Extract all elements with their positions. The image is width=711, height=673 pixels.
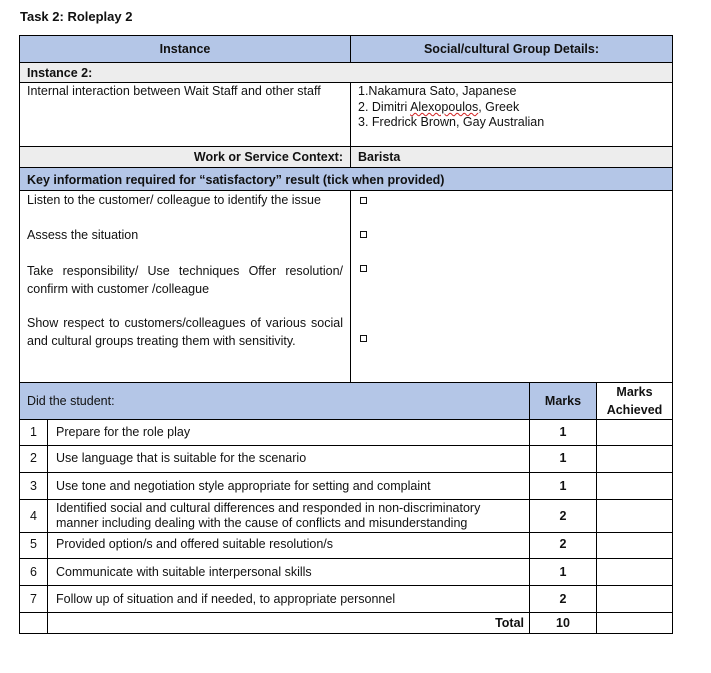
checkbox-2[interactable]: [360, 231, 367, 238]
checkbox-4[interactable]: [360, 335, 367, 342]
row-6-num: 6: [30, 565, 37, 579]
group-2-surname: Alexopoulos: [410, 100, 479, 114]
checkbox-1[interactable]: [360, 197, 367, 204]
did-student-header: Did the student:: [27, 394, 115, 408]
row-4-text-line-1: Identified social and cultural differences and responded in non-discriminatory: [56, 501, 481, 515]
row-1-num: 1: [30, 425, 37, 439]
total-achieved[interactable]: [597, 613, 672, 633]
total-value: 10: [556, 616, 570, 630]
row-7-marks: 2: [559, 592, 567, 606]
row-7-num: 7: [30, 592, 37, 606]
row-5-marks: 2: [559, 537, 567, 551]
row-5-achieved[interactable]: [597, 533, 672, 558]
instance-description: Internal interaction between Wait Staff and other staff: [27, 84, 321, 98]
row-3-num: 3: [30, 479, 37, 493]
group-3: 3. Fredrick Brown, Gay Australian: [358, 115, 545, 129]
group-2: [358, 100, 519, 115]
row-6-achieved[interactable]: [597, 559, 672, 585]
row-7-text: Follow up of situation and if needed, to appropriate personnel: [56, 592, 396, 606]
row-4-num: 4: [30, 509, 37, 523]
row-5-text: Provided option/s and offered suitable resolution/s: [56, 537, 334, 551]
row-1-text: Prepare for the role play: [56, 425, 191, 439]
row-6-marks: 1: [559, 565, 567, 579]
instance-label: Instance 2:: [27, 66, 93, 80]
row-5-num: 5: [30, 537, 37, 551]
row-3-text: Use tone and negotiation style appropriate for setting and complaint: [56, 479, 431, 493]
row-1-marks: 1: [559, 425, 567, 439]
criterion-3: Take responsibility/ Use techniques Offer resolution/ confirm with customer /colleague: [27, 264, 343, 296]
checkbox-3[interactable]: [360, 265, 367, 272]
row-1-achieved[interactable]: [597, 420, 672, 445]
row-6-text: Communicate with suitable interpersonal skills: [56, 565, 312, 579]
marks-achieved-header-2: Achieved: [606, 403, 663, 417]
row-4-marks: 2: [559, 509, 567, 523]
criterion-2: Assess the situation: [27, 228, 139, 242]
row-3-achieved[interactable]: [597, 473, 672, 499]
row-4-achieved[interactable]: [597, 500, 672, 532]
row-2-text: Use language that is suitable for the scenario: [56, 451, 307, 465]
row-7-achieved[interactable]: [597, 586, 672, 612]
group-1: 1.Nakamura Sato, Japanese: [358, 84, 517, 98]
criterion-4: Show respect to customers/colleagues of various social and cultural groups treating them with sensitivity.: [27, 316, 343, 348]
context-value: Barista: [358, 150, 401, 164]
row-3-marks: 1: [559, 479, 567, 493]
group-2-suffix: , Greek: [478, 100, 520, 114]
group-2-prefix: 2. Dimitri: [358, 100, 411, 114]
total-label: Total: [495, 616, 524, 630]
row-2-achieved[interactable]: [597, 446, 672, 472]
criterion-1: Listen to the customer/ colleague to identify the issue: [27, 193, 321, 207]
row-2-marks: 1: [559, 451, 567, 465]
row-2-num: 2: [30, 451, 37, 465]
marks-achieved-header-1: Marks: [616, 385, 653, 399]
key-info-heading: Key information required for “satisfactory” result (tick when provided): [27, 173, 445, 187]
header-group-details: Social/cultural Group Details:: [423, 42, 600, 56]
context-label: Work or Service Context:: [193, 150, 343, 164]
marks-header: Marks: [544, 394, 582, 408]
header-instance: Instance: [159, 42, 211, 56]
task-title: Task 2: Roleplay 2: [20, 9, 133, 24]
row-4-text-line-2: manner including dealing with the cause of conflicts and misunderstanding: [56, 516, 468, 530]
